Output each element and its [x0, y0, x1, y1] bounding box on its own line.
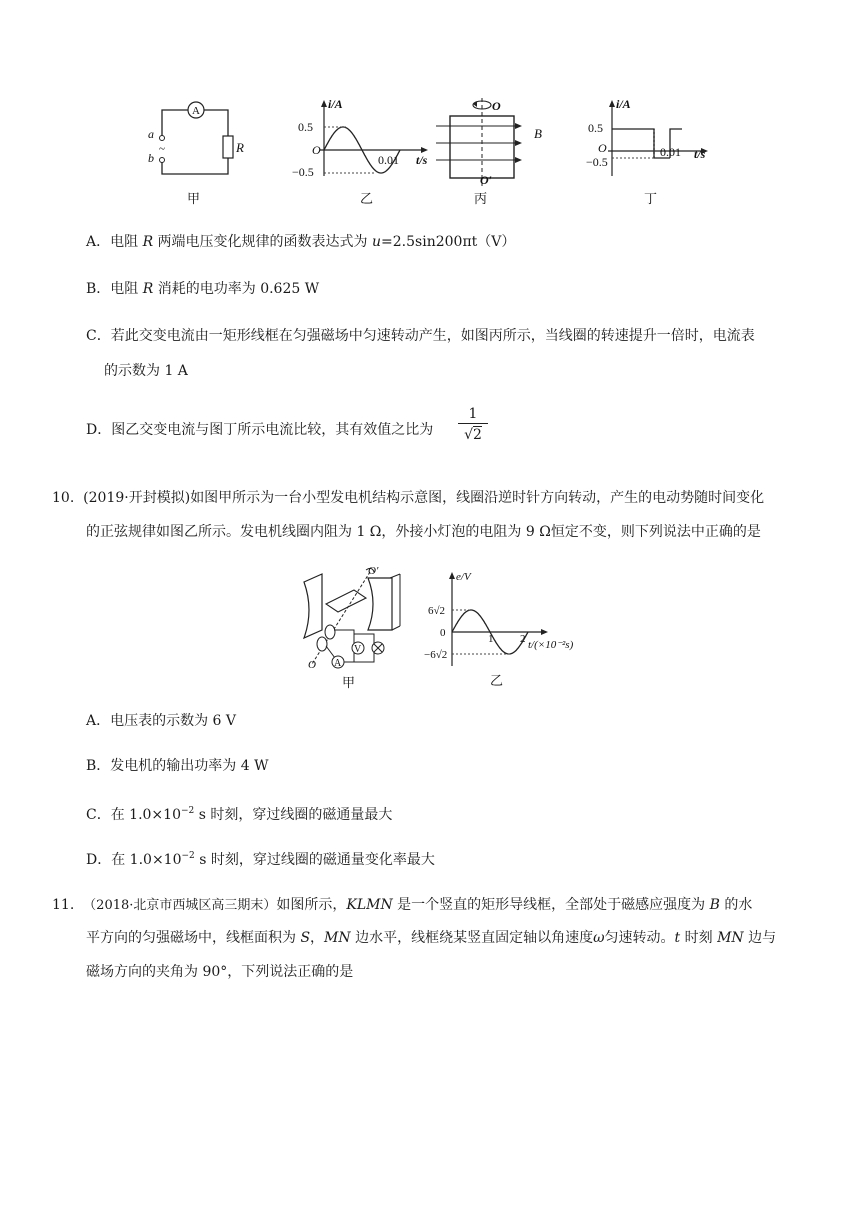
figure-ding-square: [586, 96, 716, 210]
q9-option-d-fraction: [458, 405, 488, 446]
svg-text:O′: O′: [368, 565, 379, 577]
figure-yi-sine: [292, 96, 442, 210]
svg-text:甲: 甲: [342, 675, 356, 690]
svg-text:−0.5: −0.5: [292, 165, 314, 179]
svg-text:i/A: i/A: [616, 97, 631, 111]
svg-text:丁: 丁: [644, 191, 658, 206]
svg-text:R: R: [236, 140, 244, 155]
svg-text:−6√2: −6√2: [424, 649, 448, 661]
svg-text:O: O: [598, 141, 607, 155]
fraction-denominator: √2: [464, 427, 482, 443]
svg-text:0: 0: [440, 627, 446, 639]
svg-text:i/A: i/A: [328, 97, 343, 111]
svg-text:0.5: 0.5: [298, 120, 313, 134]
q10-figure-jia-generator: [296, 564, 406, 690]
svg-text:甲: 甲: [187, 191, 201, 206]
svg-text:乙: 乙: [490, 673, 504, 688]
q9-option-d: D．图乙交变电流与图丁所示电流比较，其有效值之比为: [86, 422, 434, 438]
svg-text:t/(×10⁻²s): t/(×10⁻²s): [528, 639, 574, 651]
q9-option-c-line1: C．若此交变电流由一矩形线框在匀强磁场中匀速转动产生，如图丙所示，当线圈的转速提升一倍时，电流表: [86, 328, 755, 344]
q9-option-c-line2: 的示数为 1 A: [104, 363, 188, 379]
q10-figure-yi-emf: [424, 562, 624, 688]
svg-text:6√2: 6√2: [428, 605, 446, 617]
svg-text:A: A: [334, 658, 342, 669]
q11-stem-line2: 平方向的匀强磁场中，线框面积为 S，MN 边水平，线框绕某竖直固定轴以角速度ω匀速转动。t 时刻 MN 边与: [86, 930, 777, 946]
svg-text:O: O: [492, 99, 501, 113]
svg-text:乙: 乙: [360, 191, 374, 206]
q9-option-a: A．电阻 R 两端电压变化规律的函数表达式为 u=2.5sin200πt（V）: [86, 234, 516, 250]
q10-stem-line1: 10. (2019·开封模拟)如图甲所示为一台小型发电机结构示意图，线圈沿逆时针方向转动，产生的电动势随时间变化: [52, 490, 765, 506]
svg-text:a: a: [148, 127, 154, 141]
q11-stem-line3: 磁场方向的夹角为 90°，下列说法正确的是: [86, 964, 354, 980]
q9-option-b: B．电阻 R 消耗的电功率为 0.625 W: [86, 281, 320, 297]
svg-text:−0.5: −0.5: [586, 155, 608, 169]
svg-text:O: O: [308, 659, 316, 671]
svg-text:0.5: 0.5: [588, 121, 603, 135]
q10-stem-line2: 的正弦规律如图乙所示。发电机线圈内阻为 1 Ω，外接小灯泡的电阻为 9 Ω恒定不变，则下列说法中正确的是: [86, 524, 761, 540]
svg-text:b: b: [148, 151, 154, 165]
svg-text:0.01: 0.01: [378, 153, 399, 167]
svg-text:O′: O′: [480, 173, 493, 187]
svg-text:~: ~: [159, 143, 165, 155]
svg-text:1: 1: [488, 633, 494, 645]
figure-jia-circuit: [140, 98, 250, 210]
fraction-numerator: 1: [468, 406, 478, 422]
q10-option-b: B．发电机的输出功率为 4 W: [86, 758, 269, 774]
q11-stem-line1: 11. （2018·北京市西城区高三期末）如图所示，KLMN 是一个竖直的矩形导线框，全部处于磁感应强度为 B 的水: [52, 897, 753, 913]
svg-text:B: B: [534, 126, 542, 141]
svg-text:O: O: [312, 143, 321, 157]
svg-text:2: 2: [520, 633, 526, 645]
q10-option-c: C．在 $1.0\times 10^{-2}$ s 时刻，穿过线圈的磁通量最大: [86, 806, 393, 823]
svg-text:e/V: e/V: [456, 571, 471, 583]
figure-bing-coil: [430, 96, 560, 210]
q10-option-a: A．电压表的示数为 6 V: [86, 713, 237, 729]
svg-text:丙: 丙: [474, 191, 488, 206]
svg-text:V: V: [354, 644, 362, 655]
svg-text:0.01: 0.01: [660, 145, 681, 159]
svg-text:t/s: t/s: [694, 147, 706, 161]
svg-text:t/s: t/s: [416, 153, 428, 167]
q10-option-d: D．在 $1.0\times 10^{-2}$ s 时刻，穿过线圈的磁通量变化率最大: [86, 851, 435, 868]
svg-text:A: A: [192, 105, 200, 117]
